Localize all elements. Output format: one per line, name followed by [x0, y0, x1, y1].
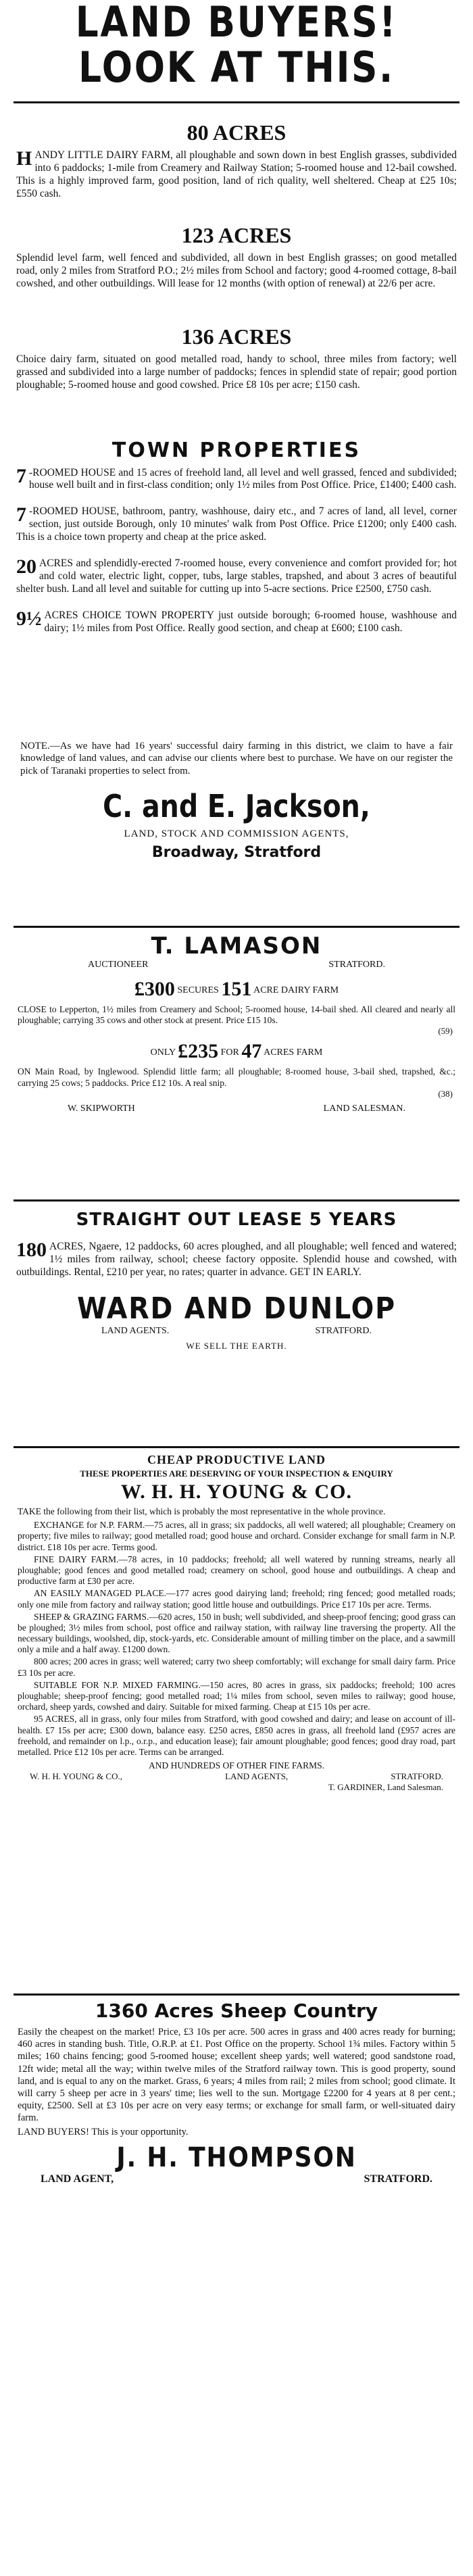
divider: [14, 926, 459, 928]
jackson-address: Broadway, Stratford: [151, 843, 322, 861]
young-outro: AND HUNDREDS OF OTHER FINE FARMS.: [148, 1760, 325, 1771]
agent-role: LAND AGENTS.: [101, 1325, 170, 1336]
young-listing: 95 ACRES, all in grass, only four miles from Stratford, with good cowshed and dairy; and lease on account of ill-health. £7 15s per acre; £300 down, balance easy. £250 acres, £850 acres in grass, all freehold land (£957 acres are freehold, and remainder on l.p., o.r.p., and education lease); fair amount ploughable; good fences; good dray road, part metalled. Price £12 10s per acre. Terms can be arranged.: [18, 1714, 455, 1757]
town-property-2: [16, 505, 457, 544]
farm-136-acres: [14, 324, 459, 429]
lamason-role: AUCTIONEER: [88, 960, 149, 970]
divider: [14, 1993, 459, 1996]
town-property-4: [16, 607, 457, 635]
salesman-name: W. SKIPWORTH: [68, 1103, 135, 1114]
thompson-byline: [14, 2173, 459, 2185]
agent-town: STRATFORD.: [315, 1325, 372, 1336]
header: [14, 0, 459, 101]
thompson-description: Easily the cheapest on the market! Price, £3 10s per acre. 500 acres in grass and 400 acres ready for burning; 460 acres in standing bush. Title, O.R.P. at £1. Post Office on the property. School 1¾ miles. Factory within 5 miles; 160 chains fencing; good 5-roomed house; excellent sheep yards; well watered; good sandstone road, 12ft wide; metal all the way; within twelve miles of the Stratford railway town. This is good property, sound land, and is equal to any on the market. Grass, 6 years; 4 miles from rail; 2 miles from school; good climate. It will carry 5 sheep per acre in 3 years' time; lies well to the sun. Mortgage £2200 for 4 years at 8 per cent.; equity, £2500. Sell at £3 10s per acre on very easy terms; or exchange for small farm, or well-situated dairy farm.: [18, 2027, 455, 2124]
lamason-listing-1: CLOSE to Lepperton, 1½ miles from Creamery and School; 5-roomed house, 14-bail shed. All cleared and nearly all ploughable; carrying 35 cows and other stock at present. Price £15 10s.: [18, 1004, 455, 1026]
farm-description: Choice dairy farm, situated on good metalled road, handy to school, three miles from factory; well grassed and subdivided into a large number of paddocks; fences in splendid state of repair; good portion ploughable; 5-roomed house and good cowshed. Price £8 10s per acre; £150 cash.: [16, 353, 457, 391]
drop-cap: 20: [16, 555, 36, 578]
young-listing: AN EASILY MANAGED PLACE.—177 acres good dairying land; freehold; ring fenced; good metalled roads; only one mile from factory and railway station; good little house and outbuildings. Price £17 10s per acre. Terms.: [18, 1588, 455, 1610]
lease-description: [16, 1241, 457, 1279]
lamason-advert: [14, 933, 459, 1196]
divider: [14, 1199, 459, 1202]
young-heading: CHEAP PRODUCTIVE LAND: [147, 1453, 326, 1466]
advertisement-page: [14, 0, 459, 2576]
young-listing: FINE DAIRY FARM.—78 acres, in 10 paddocks; freehold; all well watered by running streams, nearly all ploughable; good fences and good metalled road; creamery on school, good house and outbuildings. A cheap and productive farm at £30 per acre.: [18, 1554, 455, 1587]
jackson-note: NOTE.—As we have had 16 years' successful dairy farming in this district, we claim to have a fair knowledge of land values, and can advise our clients where best to purchase. We have on our register the pick of Taranaki properties to select from.: [20, 741, 453, 776]
farm-title: 123 ACRES: [181, 223, 292, 247]
lamason-listing-2: ON Main Road, by Inglewood. Splendid little farm; all ploughable; 8-roomed house, 3-bail shed, trapshed, &c.; carrying 25 cows; 5 paddocks. Price £12 10s. A real snip.: [18, 1066, 455, 1088]
drop-cap: 9½: [16, 607, 42, 630]
listing-ref: (59): [438, 1026, 453, 1037]
drop-cap: 7: [16, 464, 26, 487]
drop-cap: 180: [16, 1239, 47, 1261]
ward-dunlop-name: WARD AND DUNLOP: [77, 1291, 396, 1326]
jackson-firm-name: C. and E. Jackson,: [103, 787, 370, 824]
property-text: -ROOMED HOUSE and 15 acres of freehold land, all level and well grassed, fenced and subdivided; house well built and in first-class condition; only 1½ miles from Post Office. Price, £1400; £400 cash.: [29, 466, 457, 491]
young-subheading: THESE PROPERTIES ARE DESERVING OF YOUR INSPECTION & ENQUIRY: [80, 1468, 393, 1479]
town: STRATFORD.: [391, 1771, 443, 1782]
property-text: -ROOMED HOUSE, bathroom, pantry, washhouse, dairy etc., and 7 acres of land, all level, corner section, just outside Borough, only 10 minutes' walk from Post Office. Price £1200; only £400 cash. This is a choice town property and cheap at the price asked.: [16, 505, 457, 543]
jackson-subtitle: LAND, STOCK AND COMMISSION AGENTS,: [124, 828, 349, 839]
young-listing: 800 acres; 200 acres in grass; well watered; carry two sheep comfortably; will exchange for small dairy farm. Price £3 10s per acre.: [18, 1656, 455, 1678]
lamason-listing-2-heading: [14, 1039, 459, 1064]
farm-123-acres: [14, 223, 459, 324]
young-listing: EXCHANGE for N.P. FARM.—75 acres, all in grass; six paddocks, all well watered; all ploughable; Creamery on property; five miles to railway; good metalled road; good house and orchard. Consider exchange for small farm in N.P. district. £18 10s per acre. Terms good.: [18, 1520, 455, 1552]
property-text: ACRES CHOICE TOWN PROPERTY just outside borough; 6-roomed house, washhouse and dairy; 1½ miles from Post Office. Really good section, and cheap at £600; £100 cash.: [44, 609, 457, 634]
ward-dunlop-byline: [14, 1326, 459, 1337]
lease-title: STRAIGHT OUT LEASE 5 YEARS: [76, 1210, 397, 1230]
jackson-advert: [14, 740, 459, 922]
farm-description: [16, 149, 457, 201]
drop-cap: 7: [16, 503, 26, 526]
section-title: TOWN PROPERTIES: [111, 439, 362, 462]
young-signature: [14, 1771, 459, 1782]
town-properties: [14, 439, 459, 737]
farm-title: 80 ACRES: [186, 120, 287, 145]
farm-80-acres: [14, 120, 459, 222]
label: SECURES: [177, 985, 219, 995]
label: ACRE DAIRY FARM: [253, 985, 339, 995]
listing-ref: (38): [438, 1088, 453, 1099]
thompson-buyers: LAND BUYERS! This is your opportunity.: [18, 2127, 189, 2138]
firm: W. H. H. YOUNG & CO.,: [30, 1771, 122, 1782]
young-listing: SUITABLE FOR N.P. MIXED FARMING.—150 acres, 80 acres in grass, six paddocks; freehold; 100 acres ploughable; sheep-proof fencing; good metalled road; 1¼ miles from school, seven miles to railway; good house, orchard, sheep yards, cowshed and dairy. Suitable for mixed farming. Cheap at £15 10s per acre.: [18, 1679, 455, 1712]
thompson-title: 1360 Acres Sheep Country: [95, 2000, 378, 2022]
lamason-listing-1-heading: [14, 977, 459, 1001]
ward-dunlop-advert: [14, 1210, 459, 1453]
young-listing: SHEEP & GRAZING FARMS.—620 acres, 150 in bush; well subdivided, and sheep-proof fencing; good grass can be ploughed; 3½ miles from school, post office and railway station, with railway line traversing the property. All the necessary buildings, woolshed, dip, stock-yards, etc. Considerable amount of milling timber on the place, and a sawmill only a mile and a half away. £1200 down.: [18, 1611, 455, 1655]
drop-cap: H: [16, 147, 32, 170]
town-property-1: [16, 464, 457, 493]
farm-description: Splendid level farm, well fenced and subdivided, all down in best English grasses; on good metalled road, only 2 miles from Stratford P.O.; 2½ miles from School and factory; good 4-roomed cottage, 8-bail cowshed, and other outbuildings. Will lease for 12 months (with option of renewal) at 22/6 per acre.: [16, 251, 457, 289]
label: FOR: [220, 1047, 239, 1058]
lamason-town: STRATFORD.: [328, 960, 385, 970]
young-firm-name: W. H. H. YOUNG & CO.: [121, 1481, 352, 1503]
farm-title: 136 ACRES: [181, 324, 292, 349]
lamason-byline: [14, 960, 459, 970]
ward-dunlop-tagline: WE SELL THE EARTH.: [186, 1340, 287, 1351]
young-intro: TAKE the following from their list, which is probably the most representative in the whole province.: [18, 1506, 386, 1516]
divider: [14, 101, 459, 103]
acres: 47: [241, 1040, 262, 1063]
label: ACRES FARM: [264, 1047, 323, 1058]
farm-text: ANDY LITTLE DAIRY FARM, all ploughable and sown down in best English grasses, subdivided into 6 paddocks; 1-mile from Creamery and Railway Station; 5-roomed house and 12-bail cowshed. This is a highly improved farm, good position, land of rich quality, well sheltered. Cheap at £25 10s; £550 cash.: [16, 149, 457, 199]
lease-text: ACRES, Ngaere, 12 paddocks, 60 acres ploughed, and all ploughable; well fenced and watered; 1½ miles from railway, school; cheese factory opposite. Splendid house and cowshed, with outbuildings. Rental, £210 per year, no rates; quarter in advance. GET IN EARLY.: [16, 1241, 457, 1278]
price: £235: [178, 1040, 219, 1063]
salesman-title: LAND SALESMAN.: [323, 1103, 405, 1114]
divider: [14, 1446, 459, 1448]
agent-town: STRATFORD.: [364, 2173, 432, 2185]
headline-look-at-this: LOOK AT THIS.: [78, 43, 395, 93]
lamason-name: T. LAMASON: [151, 933, 322, 960]
young-salesman: T. GARDINER, Land Salesman.: [328, 1782, 443, 1793]
lamason-salesman: [14, 1104, 459, 1114]
thompson-advert: [14, 2000, 459, 2576]
town-property-3: [16, 555, 457, 596]
thompson-name: J. H. THOMPSON: [116, 2142, 357, 2174]
property-text: ACRES and splendidly-erected 7-roomed house, every convenience and comfort provided for; hot and cold water, electric light, copper, tubs, large stables, trapshed, and about 3 acres of beautiful shelter bush. Land all level and suitable for cutting up into 5-acre sections. Price £2500, £750 cash.: [16, 558, 457, 595]
young-advert: [14, 1453, 459, 1993]
role: LAND AGENTS,: [225, 1771, 289, 1782]
price: £300: [134, 978, 175, 1000]
acres: 151: [221, 978, 252, 1000]
headline-land-buyers: LAND BUYERS!: [75, 0, 398, 47]
agent-role: LAND AGENT,: [41, 2173, 114, 2185]
label: ONLY: [150, 1047, 176, 1058]
